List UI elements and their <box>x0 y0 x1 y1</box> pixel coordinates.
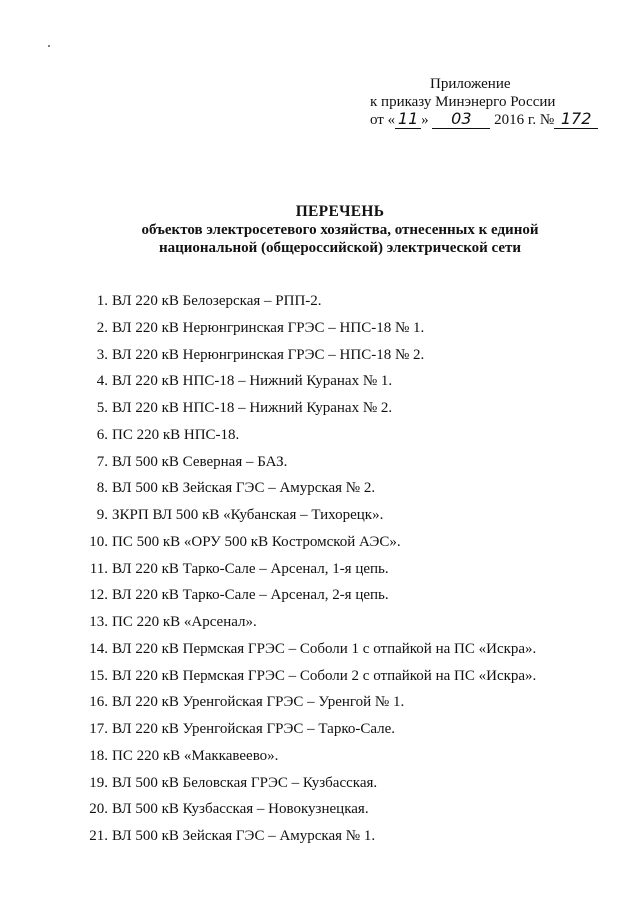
list-item <box>0 478 640 505</box>
list-item-number: 8. <box>96 480 108 497</box>
list-item-text: ПС 220 кВ «Маккавеево». <box>112 747 279 764</box>
list-item <box>0 425 640 452</box>
list-item <box>0 452 640 479</box>
list-item-text: ВЛ 500 кВ Кузбасская – Новокузнецкая. <box>112 801 369 818</box>
list-item-text: ПС 500 кВ «ОРУ 500 кВ Костромской АЭС». <box>112 533 401 550</box>
date-day-field <box>395 111 421 129</box>
list-item-number: 11. <box>89 560 108 577</box>
list-item <box>0 585 640 612</box>
list-item <box>0 692 640 719</box>
document-title-block <box>100 203 580 257</box>
list-item-text: ВЛ 220 кВ Тарко-Сале – Арсенал, 1-я цепь. <box>112 560 389 577</box>
list-item <box>0 559 640 586</box>
appendix-label: Приложение <box>430 76 511 92</box>
list-item <box>0 639 640 666</box>
list-item-text: ВЛ 500 кВ Зейская ГЭС – Амурская № 2. <box>112 480 376 497</box>
list-item-number: 10. <box>89 533 108 550</box>
list-item <box>0 318 640 345</box>
handwritten-month: 03 <box>451 109 472 128</box>
list-item <box>0 826 640 853</box>
handwritten-order-number: 172 <box>560 109 592 128</box>
list-item-text: ВЛ 220 кВ НПС-18 – Нижний Куранах № 2. <box>112 400 393 416</box>
list-item-text: ВЛ 220 кВ Нерюнгринская ГРЭС – НПС-18 № 1. <box>112 319 425 336</box>
list-item <box>0 532 640 559</box>
list-item-number: 14. <box>89 640 108 657</box>
appendix-header <box>350 75 592 129</box>
appendix-order-ref: к приказу Минэнерго России <box>370 94 556 110</box>
list-item-number: 15. <box>89 667 108 684</box>
list-item-text: ПС 220 кВ НПС-18. <box>112 426 240 443</box>
list-item-number: 1. <box>96 293 108 309</box>
date-year-suffix: 2016 г. № <box>494 112 555 128</box>
list-item-text: ВЛ 500 кВ Зейская ГЭС – Амурская № 1. <box>112 828 376 844</box>
list-item-text: ВЛ 500 кВ Северная – БАЗ. <box>112 453 288 470</box>
document-subtitle-line-1: объектов электросетевого хозяйства, отнесенных к единой <box>141 222 539 238</box>
list-item <box>0 746 640 773</box>
list-item-number: 4. <box>96 373 108 390</box>
list-item <box>0 398 640 425</box>
list-item-number: 9. <box>96 507 108 523</box>
list-item <box>0 773 640 800</box>
list-item <box>0 719 640 746</box>
list-item-text: ВЛ 220 кВ Уренгойская ГРЭС – Тарко-Сале. <box>112 721 396 737</box>
list-item <box>0 799 640 826</box>
objects-list <box>0 291 640 853</box>
scan-speck <box>48 45 50 47</box>
list-item-text: ВЛ 220 кВ Уренгойская ГРЭС – Уренгой № 1. <box>112 694 405 711</box>
list-item <box>0 345 640 372</box>
list-item-number: 13. <box>89 614 108 630</box>
list-item-text: ПС 220 кВ «Арсенал». <box>112 614 257 630</box>
list-item-number: 5. <box>96 400 108 416</box>
list-item-text: ВЛ 220 кВ Нерюнгринская ГРЭС – НПС-18 № 2. <box>112 346 425 363</box>
appendix-date-line <box>350 109 592 129</box>
list-item-number: 17. <box>89 721 108 737</box>
list-item-text: ВЛ 220 кВ Пермская ГРЭС – Соболи 1 с отпайкой на ПС «Искра». <box>112 640 537 657</box>
list-item-number: 2. <box>96 319 108 336</box>
list-item-number: 16. <box>89 694 108 711</box>
order-number-field <box>554 111 598 129</box>
document-title: ПЕРЕЧЕНЬ <box>295 203 385 220</box>
list-item-number: 7. <box>96 453 108 470</box>
list-item-number: 6. <box>96 426 108 443</box>
list-item-text: ВЛ 220 кВ Тарко-Сале – Арсенал, 2-я цепь. <box>112 587 389 604</box>
list-item-number: 20. <box>89 801 108 818</box>
date-mid: » <box>421 112 429 128</box>
list-item <box>0 612 640 639</box>
handwritten-day: 11 <box>397 109 419 128</box>
list-item <box>0 505 640 532</box>
list-item-number: 3. <box>96 346 108 363</box>
list-item-text: ВЛ 220 кВ НПС-18 – Нижний Куранах № 1. <box>112 373 393 390</box>
document-subtitle-line-2: национальной (общероссийской) электрической сети <box>158 240 522 256</box>
list-item-number: 19. <box>89 774 108 791</box>
date-month-field <box>432 111 490 129</box>
list-item <box>0 291 640 318</box>
list-item-text: ВЛ 500 кВ Беловская ГРЭС – Кузбасская. <box>112 774 378 791</box>
list-item-number: 21. <box>89 828 108 844</box>
list-item-number: 18. <box>89 747 108 764</box>
list-item <box>0 666 640 693</box>
list-item-number: 12. <box>89 587 108 604</box>
list-item <box>0 371 640 398</box>
date-prefix: от « <box>370 112 396 128</box>
list-item-text: ВЛ 220 кВ Белозерская – РПП-2. <box>112 293 322 309</box>
list-item-text: ЗКРП ВЛ 500 кВ «Кубанская – Тихорецк». <box>112 507 384 523</box>
list-item-text: ВЛ 220 кВ Пермская ГРЭС – Соболи 2 с отпайкой на ПС «Искра». <box>112 667 537 684</box>
